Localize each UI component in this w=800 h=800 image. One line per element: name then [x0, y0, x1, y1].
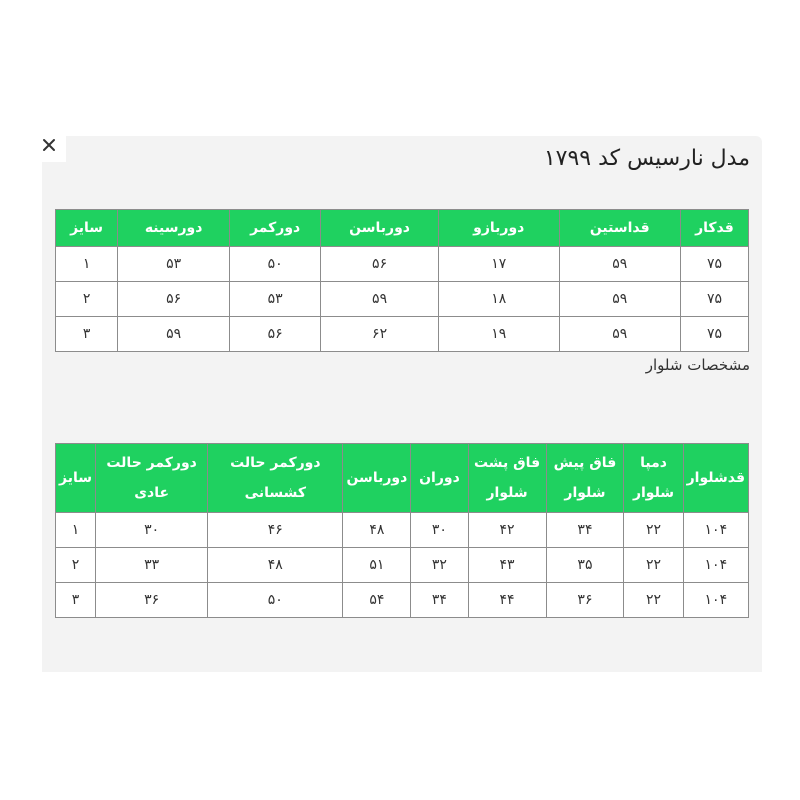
table-cell: ۵۱	[343, 548, 411, 583]
section-label-pants: مشخصات شلوار	[645, 356, 750, 374]
table-cell: ۱	[56, 513, 96, 548]
table-cell: ۱	[56, 247, 118, 282]
table-cell: ۴۸	[208, 548, 343, 583]
table-cell: ۳۰	[411, 513, 468, 548]
column-header: دورکمر حالت کشسانی	[208, 444, 343, 513]
top-size-table	[55, 209, 749, 352]
table-cell: ۲	[56, 548, 96, 583]
table-cell: ۴۳	[468, 548, 546, 583]
table-cell: ۳	[56, 317, 118, 352]
table-cell: ۱۸	[438, 282, 559, 317]
table-cell: ۱۷	[438, 247, 559, 282]
table-cell: ۲	[56, 282, 118, 317]
table-cell: ۵۶	[321, 247, 439, 282]
table-cell: ۵۰	[208, 583, 343, 618]
table-cell: ۵۳	[230, 282, 321, 317]
column-header: دورکمر حالت عادی	[96, 444, 208, 513]
column-header: قدشلوار	[683, 444, 748, 513]
column-header: فاق پیش شلوار	[546, 444, 624, 513]
table-cell: ۴۸	[343, 513, 411, 548]
table-cell: ۷۵	[680, 247, 748, 282]
table-row	[56, 247, 749, 282]
table-cell: ۵۰	[230, 247, 321, 282]
column-header: دورسینه	[118, 210, 230, 247]
table-cell: ۱۹	[438, 317, 559, 352]
column-header: قدکار	[680, 210, 748, 247]
table-cell: ۷۵	[680, 282, 748, 317]
table-row	[56, 317, 749, 352]
table-cell: ۲۲	[624, 583, 683, 618]
table-cell: ۳	[56, 583, 96, 618]
table-cell: ۴۴	[468, 583, 546, 618]
table-cell: ۵۹	[559, 317, 680, 352]
table-cell: ۴۲	[468, 513, 546, 548]
column-header: دورباسن	[321, 210, 439, 247]
column-header: سایز	[56, 210, 118, 247]
column-header: دورباسن	[343, 444, 411, 513]
table-cell: ۳۳	[96, 548, 208, 583]
table-cell: ۵۹	[559, 282, 680, 317]
table-cell: ۳۰	[96, 513, 208, 548]
table-cell: ۳۴	[411, 583, 468, 618]
column-header: دوران	[411, 444, 468, 513]
column-header: دمپا شلوار	[624, 444, 683, 513]
column-header: قداستین	[559, 210, 680, 247]
bottom-size-table	[55, 443, 749, 618]
table-row	[56, 583, 749, 618]
table-cell: ۱۰۴	[683, 583, 748, 618]
table-cell: ۵۳	[118, 247, 230, 282]
page-title: مدل نارسیس کد ۱۷۹۹	[543, 146, 750, 171]
table-cell: ۴۶	[208, 513, 343, 548]
table-cell: ۵۹	[559, 247, 680, 282]
table-cell: ۲۲	[624, 513, 683, 548]
table-cell: ۵۴	[343, 583, 411, 618]
table-header-row	[56, 444, 749, 513]
table-cell: ۲۲	[624, 548, 683, 583]
table-cell: ۳۶	[96, 583, 208, 618]
close-icon	[42, 138, 56, 152]
column-header: سایز	[56, 444, 96, 513]
table-cell: ۳۵	[546, 548, 624, 583]
table-row	[56, 282, 749, 317]
table-row	[56, 513, 749, 548]
table-row	[56, 548, 749, 583]
table-cell: ۳۴	[546, 513, 624, 548]
table-cell: ۵۹	[321, 282, 439, 317]
column-header: دوربازو	[438, 210, 559, 247]
close-button[interactable]	[32, 128, 66, 162]
table-cell: ۵۶	[230, 317, 321, 352]
table-cell: ۵۹	[118, 317, 230, 352]
table-cell: ۳۶	[546, 583, 624, 618]
column-header: دورکمر	[230, 210, 321, 247]
column-header: فاق پشت شلوار	[468, 444, 546, 513]
table-cell: ۶۲	[321, 317, 439, 352]
table-header-row	[56, 210, 749, 247]
table-cell: ۳۲	[411, 548, 468, 583]
table-cell: ۵۶	[118, 282, 230, 317]
table-cell: ۱۰۴	[683, 513, 748, 548]
table-cell: ۱۰۴	[683, 548, 748, 583]
table-cell: ۷۵	[680, 317, 748, 352]
